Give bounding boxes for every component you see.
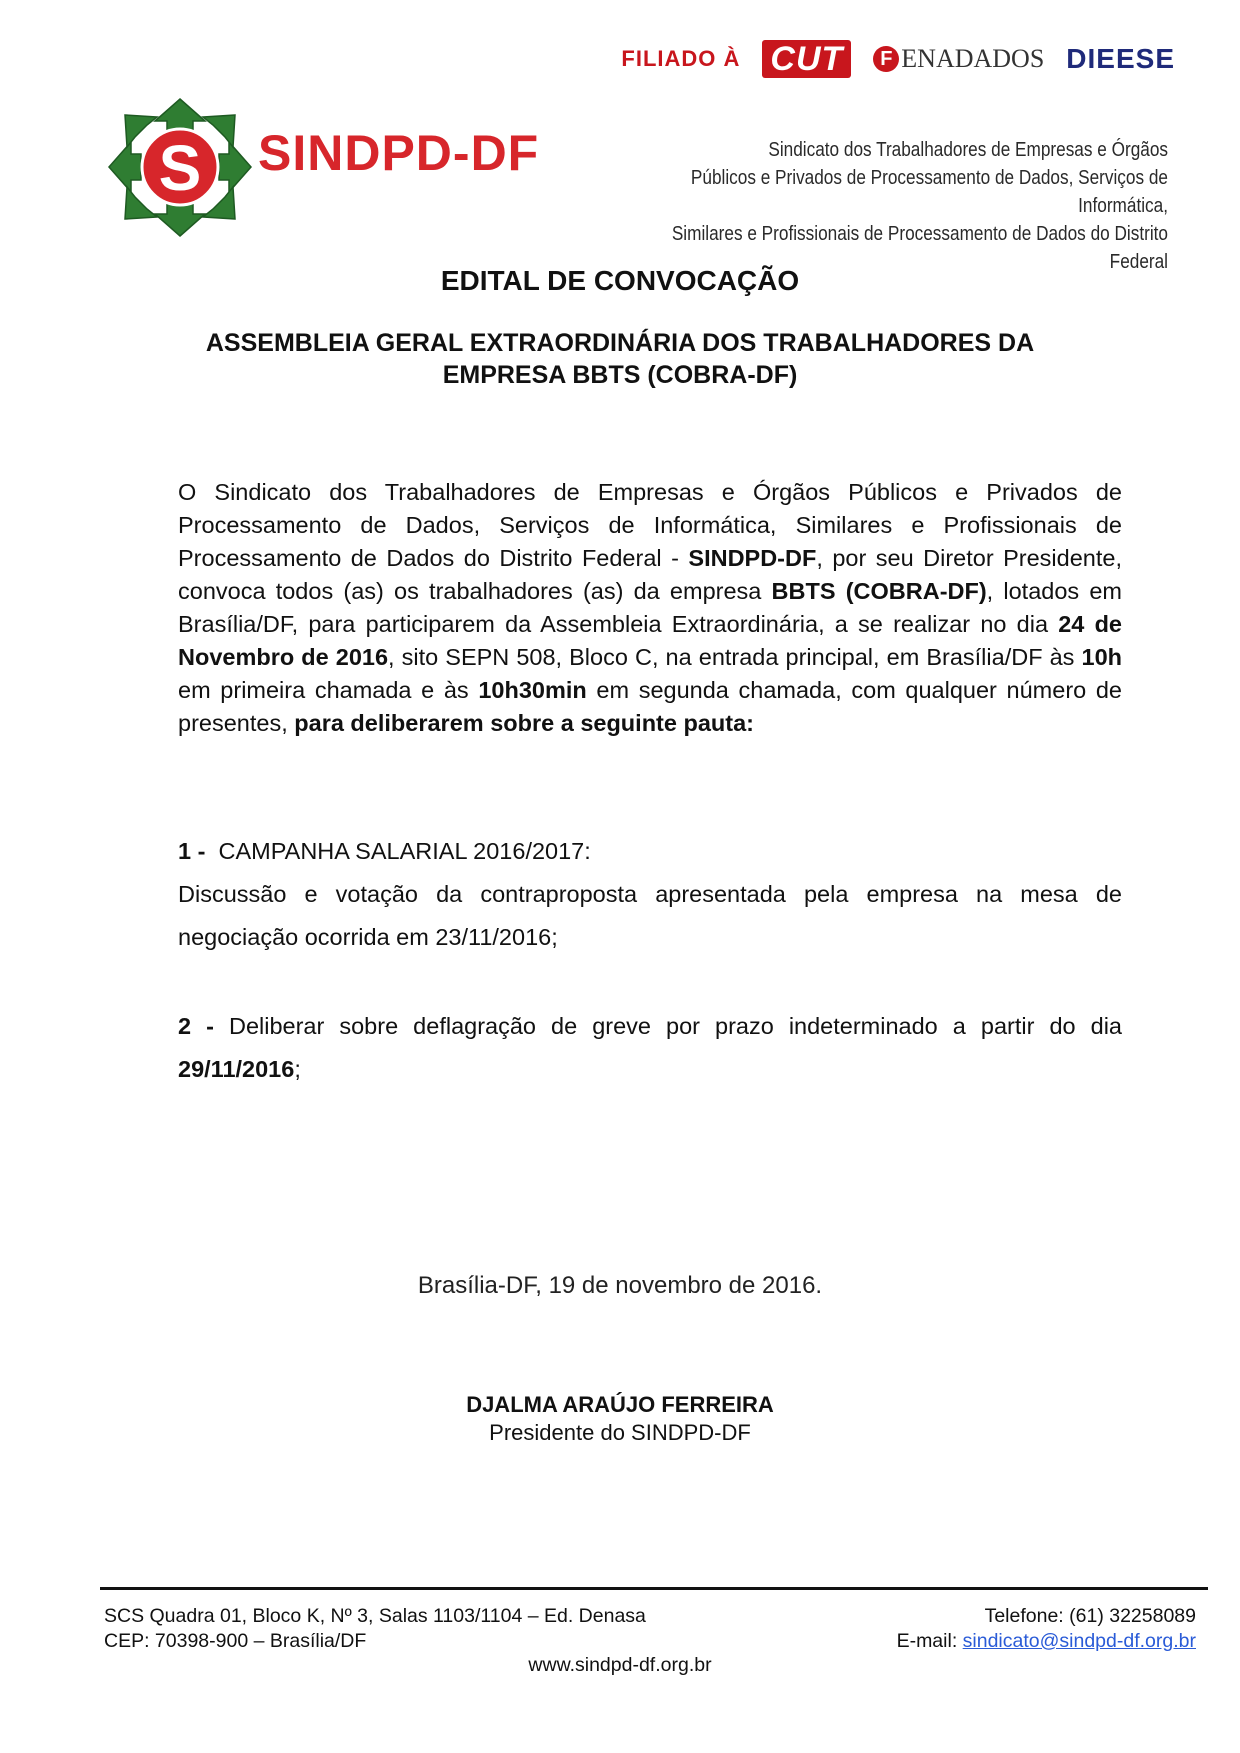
affiliations-bar — [621, 40, 1175, 78]
intro-org: SINDPD-DF — [688, 545, 817, 571]
address-line: CEP: 70398-900 – Brasília/DF — [104, 1630, 367, 1652]
phone-number: Telefone: (61) 32258089 — [984, 1605, 1196, 1627]
agenda-item-1 — [178, 830, 1122, 959]
footer-contact — [897, 1604, 1196, 1654]
document-title: EDITAL DE CONVOCAÇÃO — [440, 265, 800, 296]
cut-logo: CUT — [762, 40, 851, 78]
agenda-item-text: Deliberar sobre deflagração de greve por prazo indeterminado a partir do dia — [228, 1013, 1122, 1039]
subtitle-line: EMPRESA BBTS (COBRA-DF) — [442, 361, 798, 389]
fenadados-mark-icon: F — [873, 46, 899, 72]
intro-text: , lotados em Brasília/DF, para participarem da Assembleia Extraordinária, a se realizar no dia — [178, 578, 1122, 637]
intro-text: em segunda chamada, com qualquer número de presentes, — [178, 677, 1123, 736]
footer-divider — [100, 1587, 1208, 1590]
union-name-line: Públicos e Privados de Processamento de Dados, Serviços de Informática, — [690, 167, 1168, 217]
agenda-item-number: 2 - — [178, 1013, 214, 1039]
intro-text: , por seu Diretor Presidente, convoca todos (as) os trabalhadores (as) da empresa — [178, 545, 1122, 604]
agenda-item-number: 1 - — [178, 838, 206, 864]
intro-second-call-time: 10h30min — [478, 677, 587, 703]
union-full-name — [635, 136, 1168, 276]
intro-meeting-date: 24 de Novembro de 2016 — [178, 611, 1122, 670]
document-subtitle — [0, 327, 1240, 391]
intro-text: O Sindicato dos Trabalhadores de Empresas e Órgãos Públicos e Privados de Processamento de Dados, Serviços de Informática, Similares e Profissionais de Processamento de Dados do Distrito Federal - — [178, 479, 1122, 571]
union-name-line: Similares e Profissionais de Processamento de Dados do Distrito Federal — [671, 223, 1168, 273]
intro-text: , sito SEPN 508, Bloco C, na entrada principal, em Brasília/DF às — [388, 644, 1082, 670]
affiliated-label: FILIADO À — [621, 46, 741, 71]
email-line — [897, 1629, 1196, 1654]
intro-company: BBTS (COBRA-DF) — [771, 578, 987, 604]
intro-text: em primeira chamada e às — [178, 677, 479, 703]
footer-address — [104, 1604, 646, 1654]
intro-closing: para deliberarem sobre a seguinte pauta: — [294, 710, 754, 736]
dieese-logo: DIEESE — [1066, 43, 1175, 74]
svg-text:S: S — [158, 132, 202, 204]
agenda-item-text: Discussão e votação da contraproposta apresentada pela empresa na mesa de negociação ocorrida em 23/11/2016; — [178, 881, 1122, 950]
email-label: E-mail: — [896, 1630, 963, 1652]
address-line: SCS Quadra 01, Bloco K, Nº 3, Salas 1103/1104 – Ed. Denasa — [104, 1605, 646, 1627]
strike-start-date: 29/11/2016 — [178, 1056, 295, 1082]
agenda-item-title: CAMPANHA SALARIAL 2016/2017: — [218, 838, 591, 864]
sindpd-logo-icon — [105, 95, 255, 240]
agenda-item-text-end: ; — [294, 1056, 301, 1082]
subtitle-line: ASSEMBLEIA GERAL EXTRAORDINÁRIA DOS TRABALHADORES DA — [205, 329, 1035, 357]
signatory-role: Presidente do SINDPD-DF — [489, 1420, 751, 1445]
agenda-item-2 — [178, 1005, 1122, 1091]
fenadados-logo-text: ENADADOS — [901, 44, 1045, 73]
agenda-item-heading — [178, 830, 1122, 873]
intro-paragraph — [178, 476, 1122, 740]
sindpd-logo-text: SINDPD-DF — [258, 125, 540, 181]
website-url[interactable]: www.sindpd-df.org.br — [528, 1654, 712, 1676]
union-name-line: Sindicato dos Trabalhadores de Empresas e Órgãos — [768, 139, 1168, 161]
place-and-date: Brasília-DF, 19 de novembro de 2016. — [417, 1272, 823, 1299]
intro-first-call-time: 10h — [1081, 644, 1122, 670]
signatory-name: DJALMA ARAÚJO FERREIRA — [466, 1392, 774, 1417]
fenadados-logo — [873, 44, 1044, 74]
email-link[interactable]: sindicato@sindpd-df.org.br — [962, 1630, 1196, 1652]
